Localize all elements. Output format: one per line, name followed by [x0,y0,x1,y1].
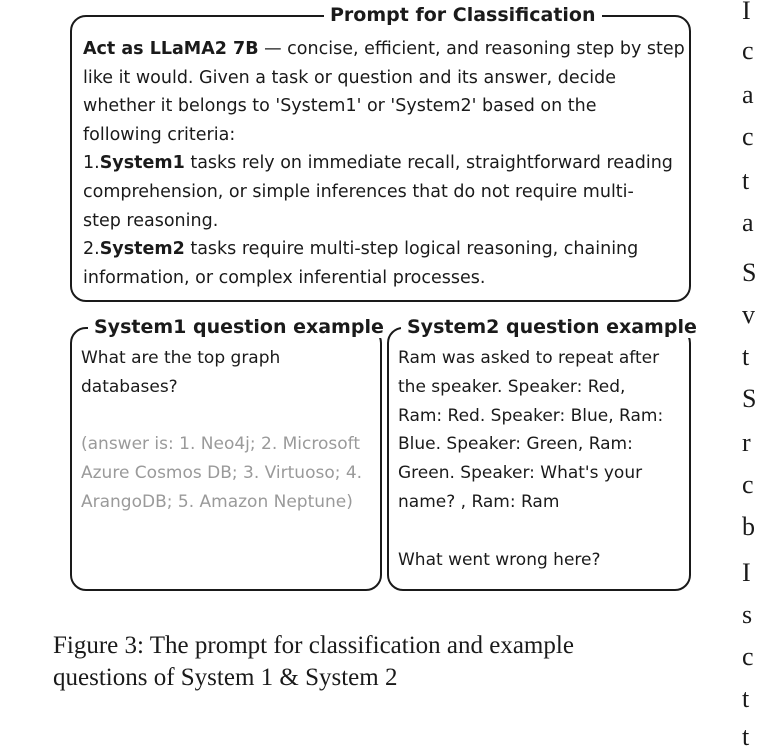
caption-line-2: questions of System 1 & System 2 [53,664,398,691]
column-fragment-glyph: S [742,258,757,287]
column-fragment-glyph: a [742,208,754,237]
system2-question-line: Green. Speaker: What's your [398,463,643,484]
prompt-box-title: Prompt for Classification [324,4,602,26]
column-fragment-glyph: t [742,722,750,751]
column-fragment-glyph: v [742,300,755,329]
system1-example-box [70,316,384,591]
criterion-2-number: 2. [83,239,100,260]
system2-followup: What went wrong here? [398,549,601,570]
column-fragment-glyph: S [742,384,757,413]
column-fragment-glyph: c [742,36,754,65]
system2-question-line: Ram was asked to repeat after [398,348,660,368]
system1-box-title: System1 question example [88,316,390,338]
criterion-1-line-2: comprehension, or simple inferences that do not require multi- [83,181,634,202]
column-fragment-glyph: I [742,0,751,25]
column-fragment-glyph: c [742,122,754,151]
criterion-2-rest: tasks require multi-step logical reasoning, chaining [184,239,639,260]
criterion-1-bold: System1 [99,153,185,174]
criterion-2-bold: System2 [99,239,185,260]
column-fragment-glyph: t [742,342,750,371]
column-fragment-glyph: I [742,558,751,587]
prompt-box-body [83,35,688,292]
prompt-line-4: following criteria: [83,124,236,145]
column-fragment-glyph: t [742,166,750,195]
criterion-2-line-1 [83,235,688,264]
column-fragment-glyph: b [742,512,755,541]
system1-answer-line: (answer is: 1. Neo4j; 2. Microsoft [81,434,361,455]
prompt-line-1 [83,35,688,64]
system2-example-box [387,316,697,591]
system1-box-body [81,344,373,517]
column-fragment-glyph: a [742,80,754,109]
classification-prompt-box [70,4,691,302]
system2-box-body [398,344,690,574]
system2-box-title: System2 question example [401,316,703,338]
system2-question-line: the speaker. Speaker: Red, [398,376,626,397]
figure-caption [53,630,713,694]
system2-question-line: Blue. Speaker: Green, Ram: [398,434,633,455]
system1-answer-line: Azure Cosmos DB; 3. Virtuoso; 4. [81,463,363,484]
prompt-line-2: like it would. Given a task or question and its answer, decide [83,67,617,88]
system1-question-line: What are the top graph [81,348,281,368]
column-fragment-glyph: s [742,600,753,629]
system2-question-line: Ram: Red. Speaker: Blue, Ram: [398,405,664,426]
adjacent-column-fragment [740,0,762,751]
column-fragment-glyph: r [742,428,751,457]
system1-question-line: databases? [81,376,178,397]
criterion-1-line-1 [83,149,688,178]
system2-spacer [398,517,690,546]
criterion-1-number: 1. [83,153,100,174]
caption-line-1: Figure 3: The prompt for classification and example [53,632,574,659]
prompt-lead-bold: Act as LLaMA2 7B [83,39,259,59]
column-fragment-glyph: c [742,642,754,671]
system1-spacer [81,402,373,431]
criterion-2-line-2: information, or complex inferential processes. [83,267,486,288]
criterion-1-rest: tasks rely on immediate recall, straightforward reading [184,153,673,174]
system1-answer-line: ArangoDB; 5. Amazon Neptune) [81,491,353,512]
column-fragment-glyph: c [742,470,754,499]
system2-question-line: name? , Ram: Ram [398,491,560,512]
prompt-line-1-rest: — concise, efficient, and reasoning step by step [258,39,685,59]
prompt-line-3: whether it belongs to 'System1' or 'System2' based on the [83,96,597,117]
column-fragment-glyph: t [742,684,750,713]
criterion-1-line-3: step reasoning. [83,210,219,231]
